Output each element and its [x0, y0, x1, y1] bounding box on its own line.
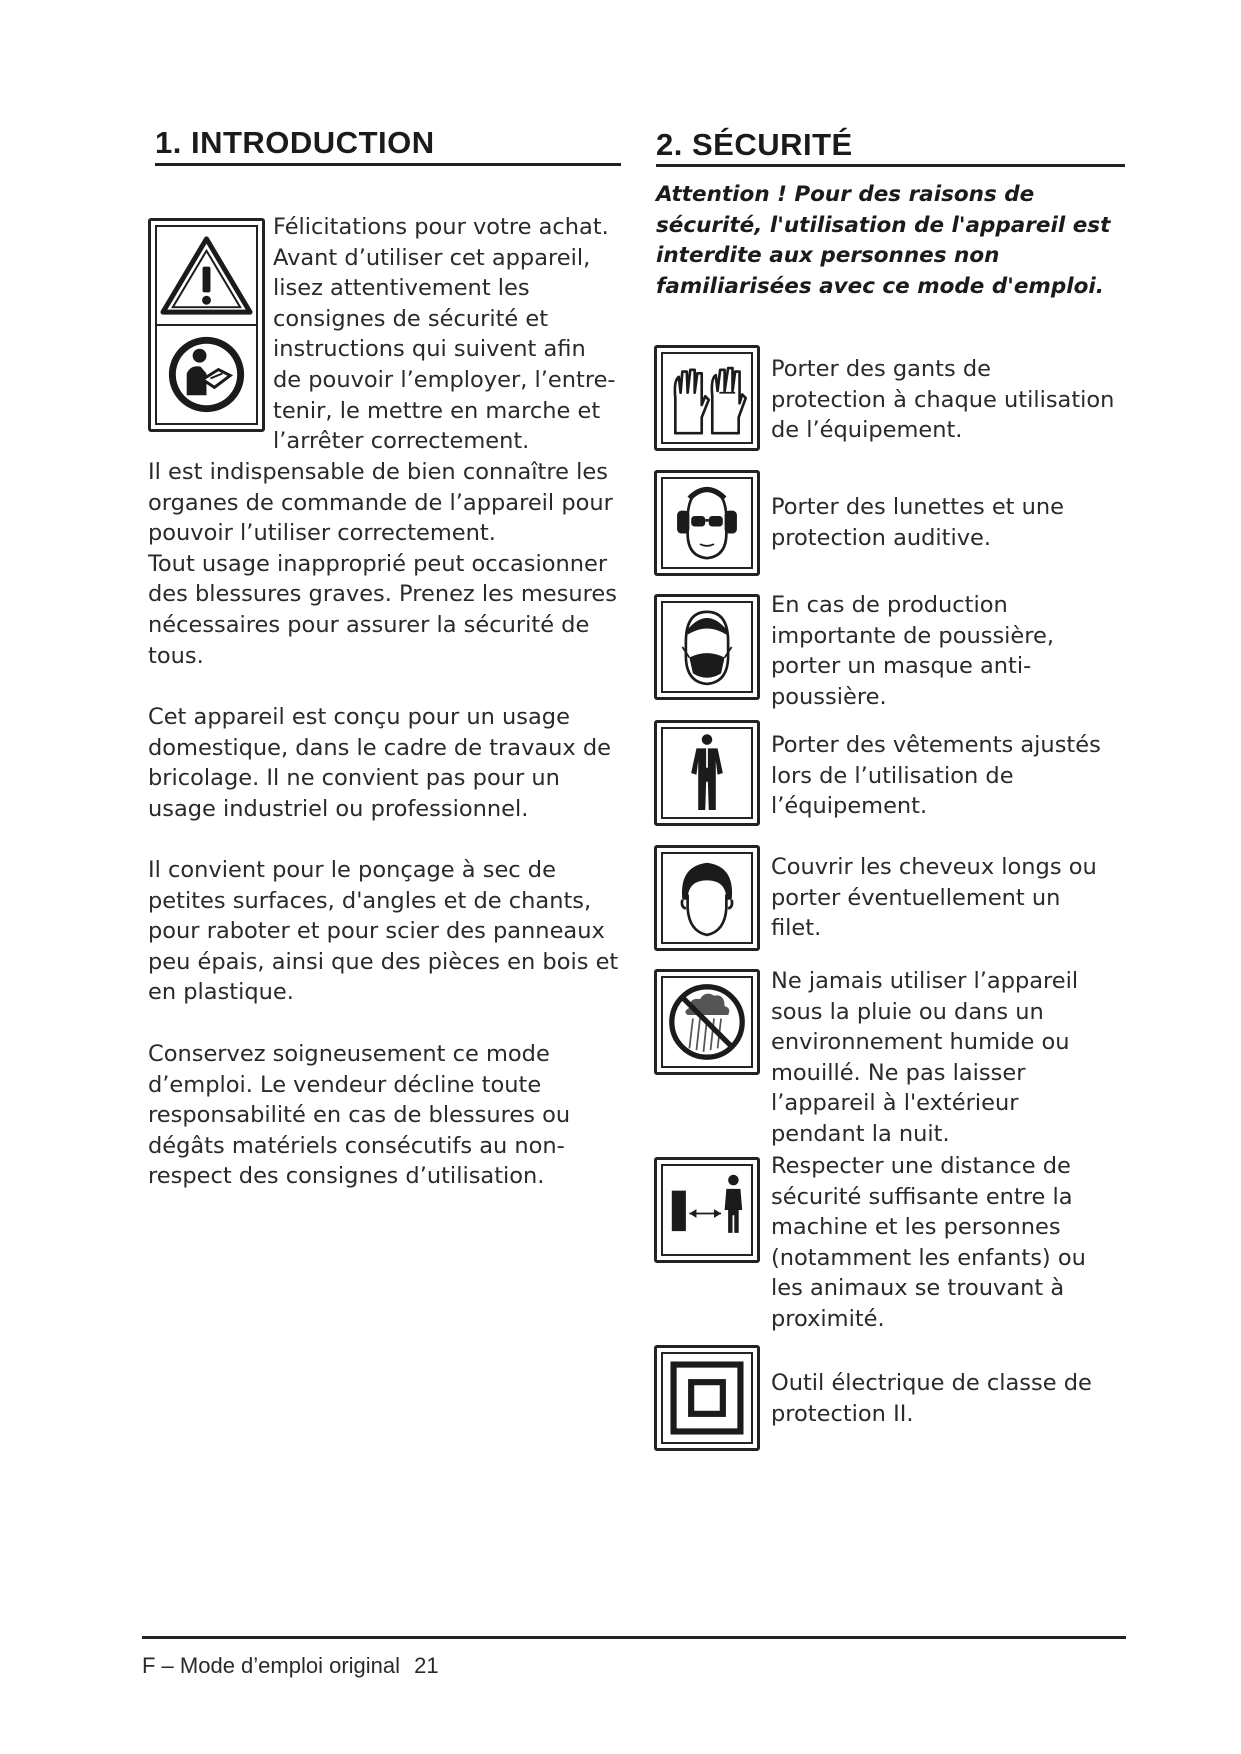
- safety-heading: 2. SÉCURITÉ: [656, 127, 853, 162]
- intro-heading: 1. INTRODUCTION: [155, 125, 435, 160]
- hair-cover-icon: [663, 854, 751, 942]
- safety-distance-icon: [663, 1166, 751, 1254]
- safety-item-clothing-box: [654, 720, 760, 826]
- intro-paragraph-suitable: Il convient pour le ponçage à sec de petites surfaces, d'angles et de chants, pour raboter et pour scier des panneaux peu épais, ainsi que des pièces en bois et en plastique.: [148, 857, 619, 1006]
- intro-text-beside-icon: Félicitations pour votre achat. Avant d’utiliser cet appareil, lisez attentivement les consignes de sécurité et instructions qui suivent afin de pouvoir l’employer, l’entre- tenir, le mettre en marche et l’arrêter correctement.: [273, 214, 616, 455]
- safety-item-gloves-text: Porter des gants de protection à chaque utilisation de l’équipement.: [771, 356, 1115, 444]
- safety-item-class2-text: Outil électrique de classe de protection II.: [771, 1370, 1092, 1427]
- safety-warning: Attention ! Pour des raisons de sécurité, l'utilisation de l'appareil est interdite aux personnes non familiarisées avec ce mode d'emploi.: [656, 182, 1111, 299]
- gloves-icon: [663, 354, 751, 442]
- safety-item-mask-box: [654, 594, 760, 700]
- safety-item-rain-box: [654, 969, 760, 1075]
- read-manual-icon: [157, 326, 256, 423]
- safety-item-mask-text: En cas de production importante de poussière, porter un masque anti- poussière.: [771, 592, 1055, 710]
- no-rain-icon: [663, 978, 751, 1066]
- dust-mask-icon: [663, 603, 751, 691]
- intro-text-continued: Il est indispensable de bien connaître les organes de commande de l’appareil pour pouvoir l’utiliser correctement. Tout usage inapproprié peut occasionner des blessures graves. Prenez les mesures nécessaires pour assurer la sécurité de tous.: [148, 459, 617, 669]
- page-number: 21: [414, 1653, 439, 1678]
- class-ii-icon: [663, 1354, 751, 1442]
- safety-item-gloves-box: [654, 345, 760, 451]
- footer-rule: [142, 1636, 1126, 1639]
- safety-item-hair-box: [654, 845, 760, 951]
- safety-item-rain-text: Ne jamais utiliser l’appareil sous la pluie ou dans un environnement humide ou mouillé. Ne pas laisser l’appareil à l'extérieur pendant la nuit.: [771, 968, 1079, 1147]
- safety-item-goggles-box: [654, 470, 760, 576]
- safety-item-clothing-text: Porter des vêtements ajustés lors de l’utilisation de l’équipement.: [771, 732, 1101, 820]
- fitted-clothing-icon: [663, 729, 751, 817]
- intro-icon-panel: [148, 218, 265, 432]
- intro-heading-rule: [155, 163, 621, 166]
- intro-paragraph-usage: Cet appareil est conçu pour un usage domestique, dans le cadre de travaux de bricolage. Il ne convient pas pour un usage industriel ou professionnel.: [148, 704, 612, 822]
- safety-item-hair-text: Couvrir les cheveux longs ou porter éventuellement un filet.: [771, 854, 1097, 942]
- warning-triangle-icon: [157, 227, 256, 326]
- safety-item-distance-box: [654, 1157, 760, 1263]
- safety-item-distance-text: Respecter une distance de sécurité suffisante entre la machine et les personnes (notamment les enfants) ou les animaux se trouvant à proximité.: [771, 1153, 1086, 1332]
- goggles-ear-protection-icon: [663, 479, 751, 567]
- safety-item-goggles-text: Porter des lunettes et une protection auditive.: [771, 494, 1065, 551]
- safety-heading-rule: [656, 164, 1125, 167]
- safety-item-class2-box: [654, 1345, 760, 1451]
- footer: [142, 1653, 439, 1679]
- footer-label: F – Mode d’emploi original: [142, 1653, 401, 1678]
- intro-paragraph-keep: Conservez soigneusement ce mode d’emploi. Le vendeur décline toute responsabilité en cas de blessures ou dégâts matériels consécutifs au non- respect des consignes d’utilisation.: [148, 1041, 571, 1190]
